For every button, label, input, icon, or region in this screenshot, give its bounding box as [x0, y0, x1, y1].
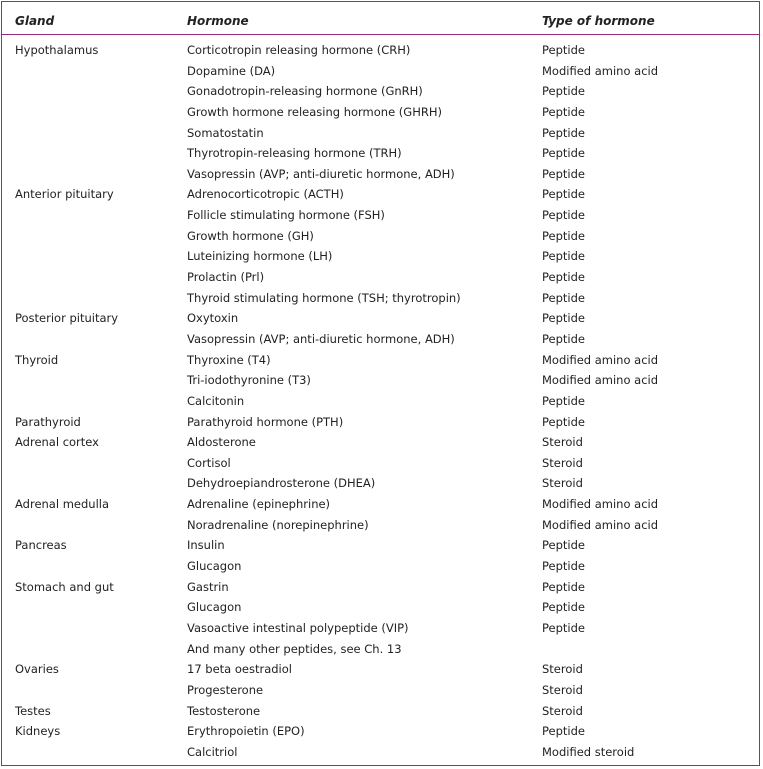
- hormone-cell: Growth hormone releasing hormone (GHRH): [187, 104, 442, 119]
- table-row: [2, 246, 759, 267]
- hormone-cell: Adrenocorticotropic (ACTH): [187, 187, 344, 202]
- type-cell: Steroid: [542, 455, 583, 470]
- gland-cell: Stomach and gut: [15, 579, 114, 594]
- table-row: [2, 308, 759, 329]
- type-cell: Peptide: [542, 579, 585, 594]
- table-row: [2, 473, 759, 494]
- hormone-cell: Vasopressin (AVP; anti-diuretic hormone, ADH): [187, 166, 455, 181]
- hormone-cell: Dehydroepiandrosterone (DHEA): [187, 476, 376, 491]
- hormone-cell: Glucagon: [187, 600, 242, 615]
- hormone-cell: Progesterone: [187, 682, 264, 697]
- type-cell: Steroid: [542, 435, 583, 450]
- gland-cell: Pancreas: [15, 538, 67, 553]
- header-gland: Gland: [15, 14, 55, 28]
- type-cell: Modified amino acid: [542, 497, 659, 512]
- hormone-cell: Testosterone: [187, 703, 261, 718]
- type-cell: Peptide: [542, 104, 585, 119]
- hormone-cell: Gastrin: [187, 579, 229, 594]
- type-cell: Peptide: [542, 208, 585, 223]
- gland-cell: Thyroid: [15, 352, 59, 367]
- table-row: [2, 267, 759, 288]
- type-cell: Peptide: [542, 43, 585, 57]
- table-row: [2, 184, 759, 205]
- table-row: [2, 391, 759, 412]
- gland-cell: Hypothalamus: [15, 43, 99, 57]
- table-row: [2, 370, 759, 391]
- hormone-cell: Thyroid stimulating hormone (TSH; thyrotropin): [187, 290, 461, 305]
- table-row: [2, 412, 759, 433]
- type-cell: Peptide: [542, 187, 585, 202]
- hormone-cell: Glucagon: [187, 559, 242, 574]
- table-row: [2, 515, 759, 536]
- hormone-cell: And many other peptides, see Ch. 13: [187, 641, 402, 656]
- table-row: [2, 659, 759, 680]
- hormone-cell: Calcitonin: [187, 393, 245, 408]
- type-cell: Peptide: [542, 290, 585, 305]
- hormone-cell: Thyrotropin-releasing hormone (TRH): [187, 146, 402, 161]
- table-row: [2, 494, 759, 515]
- type-cell: Peptide: [542, 538, 585, 553]
- hormone-cell: Follicle stimulating hormone (FSH): [187, 208, 385, 223]
- type-cell: Modified amino acid: [542, 352, 659, 367]
- table-row: [2, 102, 759, 123]
- type-cell: Steroid: [542, 703, 583, 718]
- hormone-cell: Growth hormone (GH): [187, 228, 314, 243]
- table-row: [2, 701, 759, 722]
- type-cell: Modified amino acid: [542, 373, 659, 388]
- gland-cell: Adrenal medulla: [15, 497, 110, 512]
- hormone-cell: Vasoactive intestinal polypeptide (VIP): [187, 620, 409, 635]
- hormone-table: [1, 1, 760, 766]
- type-cell: Peptide: [542, 724, 585, 739]
- gland-cell: Posterior pituitary: [15, 311, 119, 326]
- hormone-cell: Prolactin (Prl): [187, 270, 265, 285]
- type-cell: Peptide: [542, 414, 585, 429]
- hormone-cell: Parathyroid hormone (PTH): [187, 414, 344, 429]
- table-row: [2, 721, 759, 742]
- table-row: [2, 61, 759, 82]
- table-row: [2, 205, 759, 226]
- header-type: Type of hormone: [542, 14, 655, 28]
- type-cell: Peptide: [542, 166, 585, 181]
- table-row: [2, 742, 759, 763]
- table-row: [2, 350, 759, 371]
- table-row: [2, 535, 759, 556]
- hormone-cell: 17 beta oestradiol: [187, 662, 292, 677]
- hormone-cell: Luteinizing hormone (LH): [187, 249, 333, 264]
- hormone-cell: Oxytoxin: [187, 311, 239, 326]
- type-cell: Steroid: [542, 476, 583, 491]
- gland-cell: Testes: [15, 703, 51, 718]
- type-cell: Modified amino acid: [542, 517, 659, 532]
- hormone-cell: Erythropoietin (EPO): [187, 724, 305, 739]
- hormone-cell: Cortisol: [187, 455, 231, 470]
- table-row: [2, 143, 759, 164]
- gland-cell: Ovaries: [15, 662, 59, 677]
- type-cell: Peptide: [542, 249, 585, 264]
- type-cell: Modified amino acid: [542, 63, 659, 78]
- table-body: [2, 40, 759, 762]
- hormone-cell: Corticotropin releasing hormone (CRH): [187, 43, 411, 57]
- type-cell: Peptide: [542, 228, 585, 243]
- table-row: [2, 81, 759, 102]
- gland-cell: Anterior pituitary: [15, 187, 114, 202]
- type-cell: Peptide: [542, 331, 585, 346]
- table-row: [2, 618, 759, 639]
- hormone-cell: Calcitriol: [187, 744, 238, 759]
- hormone-cell: Insulin: [187, 538, 225, 553]
- type-cell: Peptide: [542, 600, 585, 615]
- hormone-cell: Gonadotropin-releasing hormone (GnRH): [187, 84, 423, 99]
- table-row: [2, 680, 759, 701]
- gland-cell: Adrenal cortex: [15, 435, 99, 450]
- table-row: [2, 453, 759, 474]
- type-cell: Peptide: [542, 311, 585, 326]
- gland-cell: Parathyroid: [15, 414, 81, 429]
- gland-cell: Kidneys: [15, 724, 61, 739]
- type-cell: Modified steroid: [542, 744, 635, 759]
- type-cell: Peptide: [542, 125, 585, 140]
- table-row: [2, 226, 759, 247]
- type-cell: Peptide: [542, 270, 585, 285]
- table-row: [2, 577, 759, 598]
- hormone-cell: Vasopressin (AVP; anti-diuretic hormone, ADH): [187, 331, 455, 346]
- hormone-cell: Adrenaline (epinephrine): [187, 497, 331, 512]
- table-row: [2, 432, 759, 453]
- type-cell: Peptide: [542, 393, 585, 408]
- table-row: [2, 639, 759, 660]
- table-row: [2, 164, 759, 185]
- table-row: [2, 288, 759, 309]
- hormone-cell: Somatostatin: [187, 125, 264, 140]
- type-cell: Steroid: [542, 682, 583, 697]
- table-row: [2, 556, 759, 577]
- type-cell: Steroid: [542, 662, 583, 677]
- type-cell: Peptide: [542, 620, 585, 635]
- hormone-cell: Aldosterone: [187, 435, 256, 450]
- table-row: [2, 329, 759, 350]
- hormone-cell: Dopamine (DA): [187, 63, 276, 78]
- table-row: [2, 597, 759, 618]
- hormone-cell: Tri-iodothyronine (T3): [187, 373, 311, 388]
- header-hormone: Hormone: [187, 14, 249, 28]
- type-cell: Peptide: [542, 146, 585, 161]
- hormone-cell: Thyroxine (T4): [187, 352, 271, 367]
- table-header: [2, 2, 759, 35]
- type-cell: Peptide: [542, 559, 585, 574]
- type-cell: Peptide: [542, 84, 585, 99]
- hormone-cell: Noradrenaline (norepinephrine): [187, 517, 369, 532]
- table-row: [2, 40, 759, 61]
- table-row: [2, 123, 759, 144]
